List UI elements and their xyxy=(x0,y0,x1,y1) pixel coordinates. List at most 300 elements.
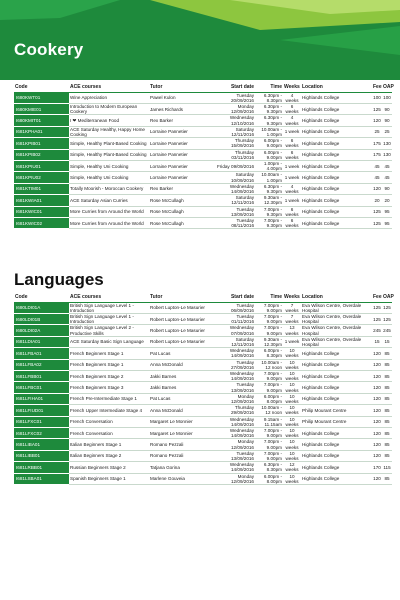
course-name: Simple, Healthy Uni Cooking xyxy=(69,160,149,171)
tutor-name: Pat Lucas xyxy=(149,393,215,404)
start-date: Saturday 12/11/2016 xyxy=(215,195,255,206)
table-row xyxy=(14,195,392,206)
tutor-name: Lorraine Pannetier xyxy=(149,126,215,137)
course-weeks: 10 weeks xyxy=(283,405,301,416)
course-oap-fee: 85 xyxy=(382,405,392,416)
course-fee: 120 xyxy=(372,393,382,404)
header-weeks: Weeks xyxy=(283,292,301,302)
course-time: 1.00pm - 4.00pm xyxy=(255,160,283,171)
table-row xyxy=(14,462,392,473)
course-code: I680LDI01B xyxy=(14,313,69,324)
tutor-name: Jakki Barnes xyxy=(149,370,215,381)
course-code: I680KMIT01 xyxy=(14,115,69,126)
course-time: 6.00pm - 9.00pm xyxy=(255,149,283,160)
header-start-date: Start date xyxy=(215,292,255,302)
course-location: Highlands College xyxy=(301,149,372,160)
header-time: Time xyxy=(255,82,283,92)
course-location: Highlands College xyxy=(301,450,372,461)
course-code: I680KMIE01 xyxy=(14,103,69,114)
start-date: Wednesday 14/09/2016 xyxy=(215,348,255,359)
header-fee: Fee xyxy=(372,82,382,92)
tutor-name: Romano Pezzali xyxy=(149,439,215,450)
course-name: ACE Saturday Healthy, Happy Home Cooking xyxy=(69,126,149,137)
course-location: Highlands College xyxy=(301,359,372,370)
course-oap-fee: 85 xyxy=(382,473,392,484)
course-name: Simple, Healthy Uni Cooking xyxy=(69,172,149,183)
course-name: British Sign Language Level 1 - Introduction xyxy=(69,302,149,313)
tutor-name: Robert Lupton-Le Masurier xyxy=(149,336,215,347)
course-oap-fee: 85 xyxy=(382,393,392,404)
course-oap-fee: 85 xyxy=(382,348,392,359)
course-oap-fee: 15 xyxy=(382,336,392,347)
course-fee: 175 xyxy=(372,149,382,160)
course-oap-fee: 85 xyxy=(382,416,392,427)
course-location: Highlands College xyxy=(301,370,372,381)
course-oap-fee: 90 xyxy=(382,183,392,194)
start-date: Tuesday 13/09/2016 xyxy=(215,382,255,393)
table-row xyxy=(14,427,392,438)
course-fee: 120 xyxy=(372,450,382,461)
table-row xyxy=(14,450,392,461)
course-time: 7.00pm - 9.00pm xyxy=(255,450,283,461)
course-code: I680LDI01A xyxy=(14,302,69,313)
tutor-name: Robert Lupton-Le Masurier xyxy=(149,302,215,313)
table-row xyxy=(14,439,392,450)
course-oap-fee: 115 xyxy=(382,462,392,473)
course-oap-fee: 130 xyxy=(382,138,392,149)
tutor-name: Lorraine Pannetier xyxy=(149,172,215,183)
course-time: 6.00pm - 8.30pm xyxy=(255,348,283,359)
course-time: 7.00pm - 9.30pm xyxy=(255,217,283,228)
course-name: Russian Beginners Stage 2 xyxy=(69,462,149,473)
course-code: I681KTIM01 xyxy=(14,183,69,194)
course-fee: 25 xyxy=(372,126,382,137)
tutor-name: James Richards xyxy=(149,103,215,114)
tutor-name: Rex Barker xyxy=(149,183,215,194)
course-fee: 170 xyxy=(372,462,382,473)
course-fee: 120 xyxy=(372,370,382,381)
table-row xyxy=(14,416,392,427)
languages-table xyxy=(14,292,392,485)
table-row xyxy=(14,138,392,149)
start-date: Monday 12/09/2016 xyxy=(215,473,255,484)
table-row xyxy=(14,325,392,336)
cookery-rows xyxy=(14,92,392,229)
course-weeks: 13 weeks xyxy=(283,325,301,336)
table-row xyxy=(14,370,392,381)
course-location: Highlands College xyxy=(301,427,372,438)
tutor-name: Pawel Kulon xyxy=(149,92,215,103)
course-time: 7.00pm - 9.00pm xyxy=(255,439,283,450)
course-oap-fee: 85 xyxy=(382,439,392,450)
course-fee: 120 xyxy=(372,359,382,370)
course-oap-fee: 85 xyxy=(382,370,392,381)
course-oap-fee: 25 xyxy=(382,126,392,137)
course-code: I681LFBA02 xyxy=(14,359,69,370)
tutor-name: Robert Lupton-Le Masurier xyxy=(149,325,215,336)
course-time: 6.30pm - 8.30pm xyxy=(255,462,283,473)
course-code: I681LIBA01 xyxy=(14,439,69,450)
tutor-name: Anna McDonald xyxy=(149,405,215,416)
course-code: I681KPIB01 xyxy=(14,138,69,149)
course-weeks: 1 week xyxy=(283,195,301,206)
tutor-name: Margaret Le Monnier xyxy=(149,427,215,438)
course-oap-fee: 45 xyxy=(382,172,392,183)
course-name: Simple, Healthy Plant-Based Cooking xyxy=(69,138,149,149)
course-location: Eva Wilson Centre, Overdale Hospital xyxy=(301,325,372,336)
header-code: Code xyxy=(14,292,69,302)
course-weeks: 10 weeks xyxy=(283,450,301,461)
course-oap-fee: 100 xyxy=(382,92,392,103)
tutor-name: Rex Barker xyxy=(149,115,215,126)
course-code: I681LDIA01 xyxy=(14,336,69,347)
course-code: I681LRBB01 xyxy=(14,462,69,473)
course-time: 6.00pm - 9.00pm xyxy=(255,138,283,149)
course-weeks: 1 week xyxy=(283,126,301,137)
table-row xyxy=(14,160,392,171)
header-course: ACE courses xyxy=(69,82,149,92)
course-location: Highlands College xyxy=(301,462,372,473)
course-weeks: 6 weeks xyxy=(283,138,301,149)
course-oap-fee: 130 xyxy=(382,149,392,160)
course-code: I681LFXC01 xyxy=(14,416,69,427)
table-row xyxy=(14,206,392,217)
table-row xyxy=(14,172,392,183)
course-name: More Curries from Around the World xyxy=(69,217,149,228)
course-weeks: 4 weeks xyxy=(283,115,301,126)
course-fee: 120 xyxy=(372,473,382,484)
course-code: I681KPHA01 xyxy=(14,126,69,137)
course-weeks: 10 weeks xyxy=(283,382,301,393)
course-location: Highlands College xyxy=(301,126,372,137)
course-fee: 125 xyxy=(372,103,382,114)
course-time: 7.00pm - 9.00pm xyxy=(255,382,283,393)
course-time: 10.00am - 1.00pm xyxy=(255,172,283,183)
course-fee: 175 xyxy=(372,138,382,149)
course-oap-fee: 245 xyxy=(382,325,392,336)
course-name: French Conversation xyxy=(69,427,149,438)
header-oap: OAP xyxy=(382,82,392,92)
course-location: Highlands College xyxy=(301,172,372,183)
table-row xyxy=(14,217,392,228)
course-fee: 120 xyxy=(372,183,382,194)
course-name: British Sign Language Level 1 - Introduction xyxy=(69,313,149,324)
course-fee: 125 xyxy=(372,313,382,324)
course-time: 9.15am - 11.15am xyxy=(255,416,283,427)
course-weeks: 1 week xyxy=(283,160,301,171)
course-code: I681LFXC02 xyxy=(14,427,69,438)
header-location: Location xyxy=(301,292,372,302)
course-fee: 120 xyxy=(372,439,382,450)
tutor-name: Jakki Barnes xyxy=(149,382,215,393)
table-row xyxy=(14,115,392,126)
course-weeks: 6 weeks xyxy=(283,206,301,217)
start-date: Tuesday 27/09/2016 xyxy=(215,359,255,370)
course-weeks: 10 weeks xyxy=(283,473,301,484)
course-name: Spanish Beginners Stage 1 xyxy=(69,473,149,484)
tutor-name: Pat Lucas xyxy=(149,348,215,359)
start-date: Wednesday 14/09/2016 xyxy=(215,462,255,473)
course-time: 6.00pm - 8.00pm xyxy=(255,393,283,404)
course-name: French Beginners Stage 2 xyxy=(69,370,149,381)
course-time: 6.30pm - 9.30pm xyxy=(255,115,283,126)
course-time: 10.00am - 12 noon xyxy=(255,359,283,370)
table-row xyxy=(14,405,392,416)
tutor-name: Lorraine Pannetier xyxy=(149,149,215,160)
cookery-title: Cookery xyxy=(14,40,84,59)
course-weeks: 7 weeks xyxy=(283,302,301,313)
course-code: I681KPIB02 xyxy=(14,149,69,160)
start-date: Tuesday 13/09/2016 xyxy=(215,450,255,461)
header-oap: OAP xyxy=(382,292,392,302)
course-name: ACE Saturday Basic Sign Language xyxy=(69,336,149,347)
course-code: I681KWIC02 xyxy=(14,217,69,228)
course-location: Highlands College xyxy=(301,115,372,126)
start-date: Saturday 12/11/2016 xyxy=(215,336,255,347)
start-date: Tuesday 20/09/2016 xyxy=(215,92,255,103)
course-fee: 120 xyxy=(372,427,382,438)
course-location: Highlands College xyxy=(301,183,372,194)
course-time: 9.30am - 12.30pm xyxy=(255,195,283,206)
course-weeks: 10 weeks xyxy=(283,348,301,359)
course-weeks: 1 week xyxy=(283,336,301,347)
start-date: Saturday 10/09/2016 xyxy=(215,172,255,183)
table-row xyxy=(14,302,392,313)
table-header-row xyxy=(14,82,392,92)
course-location: Highlands College xyxy=(301,393,372,404)
course-fee: 125 xyxy=(372,217,382,228)
course-oap-fee: 125 xyxy=(382,302,392,313)
course-location: Eva Wilson Centre, Overdale Hospital xyxy=(301,313,372,324)
course-weeks: 7 weeks xyxy=(283,313,301,324)
course-location: Highlands College xyxy=(301,348,372,359)
course-location: Highlands College xyxy=(301,217,372,228)
course-weeks: 10 weeks xyxy=(283,359,301,370)
tutor-name: Rose McCullagh xyxy=(149,206,215,217)
course-time: 6.30pm - 9.30pm xyxy=(255,183,283,194)
course-code: I681KWIA01 xyxy=(14,195,69,206)
course-weeks: 10 weeks xyxy=(283,370,301,381)
tutor-name: Lorraine Pannetier xyxy=(149,160,215,171)
course-location: Highlands College xyxy=(301,160,372,171)
languages-title: Languages xyxy=(14,270,104,289)
course-name: ACE Saturday Asian Curries xyxy=(69,195,149,206)
course-oap-fee: 85 xyxy=(382,382,392,393)
course-fee: 120 xyxy=(372,416,382,427)
table-row xyxy=(14,473,392,484)
course-name: More Curries from Around the World xyxy=(69,206,149,217)
course-time: 6.30pm - 8.30pm xyxy=(255,92,283,103)
course-time: 7.00pm - 9.00pm xyxy=(255,313,283,324)
course-time: 7.00pm - 9.00pm xyxy=(255,370,283,381)
course-weeks: 10 weeks xyxy=(283,427,301,438)
course-oap-fee: 95 xyxy=(382,206,392,217)
course-name: I ❤ Mediterranean Food xyxy=(69,115,149,126)
start-date: Tuesday 13/09/2016 xyxy=(215,206,255,217)
start-date: Wednesday 14/09/2016 xyxy=(215,183,255,194)
table-row xyxy=(14,313,392,324)
start-date: Thursday 15/09/2016 xyxy=(215,138,255,149)
tutor-name: Marlene Gouveia xyxy=(149,473,215,484)
course-code: I680LDI02A xyxy=(14,325,69,336)
course-oap-fee: 95 xyxy=(382,217,392,228)
tutor-name: Anna McDonald xyxy=(149,359,215,370)
table-row xyxy=(14,149,392,160)
course-oap-fee: 90 xyxy=(382,115,392,126)
course-location: Eva Wilson Centre, Overdale Hospital xyxy=(301,302,372,313)
tutor-name: Romano Pezzali xyxy=(149,450,215,461)
course-weeks: 12 weeks xyxy=(283,462,301,473)
header-time: Time xyxy=(255,292,283,302)
course-oap-fee: 125 xyxy=(382,313,392,324)
table-row xyxy=(14,393,392,404)
tutor-name: Tatjana Gorina xyxy=(149,462,215,473)
course-oap-fee: 90 xyxy=(382,103,392,114)
table-row xyxy=(14,382,392,393)
course-location: Highlands College xyxy=(301,382,372,393)
course-name: French Conversation xyxy=(69,416,149,427)
course-time: 10.00am - 1.00pm xyxy=(255,126,283,137)
course-fee: 120 xyxy=(372,382,382,393)
header-fee: Fee xyxy=(372,292,382,302)
course-code: I681KWIC01 xyxy=(14,206,69,217)
course-name: Wine Appreciation xyxy=(69,92,149,103)
start-date: Wednesday 07/09/2016 xyxy=(215,325,255,336)
tutor-name: Rose McCullagh xyxy=(149,195,215,206)
table-row xyxy=(14,126,392,137)
course-code: I681LSBA01 xyxy=(14,473,69,484)
start-date: Thursday 03/11/2016 xyxy=(215,149,255,160)
course-fee: 125 xyxy=(372,302,382,313)
course-fee: 100 xyxy=(372,92,382,103)
course-name: Simple, Healthy Plant-Based Cooking xyxy=(69,149,149,160)
course-location: Highlands College xyxy=(301,195,372,206)
course-name: French Upper Intermediate Stage 4 xyxy=(69,405,149,416)
course-weeks: 6 weeks xyxy=(283,149,301,160)
table-row xyxy=(14,336,392,347)
start-date: Tuesday 08/11/2016 xyxy=(215,217,255,228)
header-location: Location xyxy=(301,82,372,92)
course-code: I681LFBA01 xyxy=(14,348,69,359)
course-fee: 245 xyxy=(372,325,382,336)
start-date: Friday 09/09/2016 xyxy=(215,160,255,171)
course-location: Highlands College xyxy=(301,439,372,450)
course-weeks: 10 weeks xyxy=(283,393,301,404)
start-date: Wednesday 12/10/2016 xyxy=(215,115,255,126)
course-oap-fee: 20 xyxy=(382,195,392,206)
course-name: French Pre-Intermediate Stage 1 xyxy=(69,393,149,404)
course-code: I681LFBB01 xyxy=(14,370,69,381)
course-weeks: 10 weeks xyxy=(283,439,301,450)
course-weeks: 10 weeks xyxy=(283,416,301,427)
course-code: I681KPIU01 xyxy=(14,160,69,171)
table-row xyxy=(14,359,392,370)
course-name: British Sign Language Level 2 - Productive Skills xyxy=(69,325,149,336)
course-code: I681LFBC01 xyxy=(14,382,69,393)
start-date: Monday 12/09/2016 xyxy=(215,103,255,114)
course-name: Introduction to Modern European Cookery xyxy=(69,103,149,114)
start-date: Saturday 12/11/2016 xyxy=(215,126,255,137)
course-weeks: 1 week xyxy=(283,172,301,183)
tutor-name: Rose McCullagh xyxy=(149,217,215,228)
course-name: French Beginners Stage 1 xyxy=(69,348,149,359)
course-code: I681KPIU02 xyxy=(14,172,69,183)
course-time: 6.00pm - 8.00pm xyxy=(255,473,283,484)
start-date: Tuesday 06/09/2016 xyxy=(215,302,255,313)
course-fee: 20 xyxy=(372,195,382,206)
start-date: Monday 12/09/2016 xyxy=(215,439,255,450)
course-fee: 45 xyxy=(372,172,382,183)
tutor-name: Lorraine Pannetier xyxy=(149,138,215,149)
header-code: Code xyxy=(14,82,69,92)
course-oap-fee: 85 xyxy=(382,427,392,438)
course-fee: 15 xyxy=(372,336,382,347)
course-fee: 120 xyxy=(372,405,382,416)
start-date: Tuesday 01/11/2016 xyxy=(215,313,255,324)
header-start-date: Start date xyxy=(215,82,255,92)
course-weeks: 4 weeks xyxy=(283,92,301,103)
course-fee: 125 xyxy=(372,206,382,217)
table-row xyxy=(14,183,392,194)
course-oap-fee: 45 xyxy=(382,160,392,171)
course-location: Highlands College xyxy=(301,138,372,149)
course-weeks: 4 weeks xyxy=(283,183,301,194)
course-name: Totally Moorish - Moroccan Cookery xyxy=(69,183,149,194)
header-weeks: Weeks xyxy=(283,82,301,92)
course-weeks: 6 weeks xyxy=(283,217,301,228)
table-row xyxy=(14,92,392,103)
course-time: 9.30am - 12.30pm xyxy=(255,336,283,347)
header-tutor: Tutor xyxy=(149,82,215,92)
course-name: Italian Beginners Stage 1 xyxy=(69,439,149,450)
course-location: Philip Mourant Centre xyxy=(301,416,372,427)
start-date: Monday 12/09/2016 xyxy=(215,393,255,404)
course-location: Highlands College xyxy=(301,206,372,217)
course-time: 7.00pm - 9.00pm xyxy=(255,302,283,313)
course-time: 7.00pm - 9.00pm xyxy=(255,427,283,438)
course-fee: 45 xyxy=(372,160,382,171)
languages-rows xyxy=(14,302,392,485)
course-code: I681LFIUD01 xyxy=(14,405,69,416)
course-time: 10.00am - 12 noon xyxy=(255,405,283,416)
course-weeks: 6 weeks xyxy=(283,103,301,114)
course-oap-fee: 85 xyxy=(382,359,392,370)
course-code: I681LFIHA01 xyxy=(14,393,69,404)
course-oap-fee: 85 xyxy=(382,450,392,461)
tutor-name: Margaret Le Monnier xyxy=(149,416,215,427)
course-code: I680KWT01 xyxy=(14,92,69,103)
course-time: 6.30pm - 9.30pm xyxy=(255,103,283,114)
table-row xyxy=(14,348,392,359)
course-time: 7.00pm - 9.00pm xyxy=(255,325,283,336)
course-name: French Beginners Stage 1 xyxy=(69,359,149,370)
start-date: Thursday 29/09/2016 xyxy=(215,405,255,416)
course-name: French Beginners Stage 3 xyxy=(69,382,149,393)
cookery-table xyxy=(14,82,392,229)
course-code: I681LIBB01 xyxy=(14,450,69,461)
course-location: Highlands College xyxy=(301,473,372,484)
header-course: ACE courses xyxy=(69,292,149,302)
start-date: Wednesday 14/09/2016 xyxy=(215,416,255,427)
start-date: Wednesday 14/09/2016 xyxy=(215,427,255,438)
header-tutor: Tutor xyxy=(149,292,215,302)
course-name: Italian Beginners Stage 2 xyxy=(69,450,149,461)
header-banner xyxy=(0,0,400,80)
table-header-row xyxy=(14,292,392,302)
course-time: 7.00pm - 9.30pm xyxy=(255,206,283,217)
course-fee: 120 xyxy=(372,115,382,126)
course-location: Eva Wilson Centre, Overdale Hospital xyxy=(301,336,372,347)
